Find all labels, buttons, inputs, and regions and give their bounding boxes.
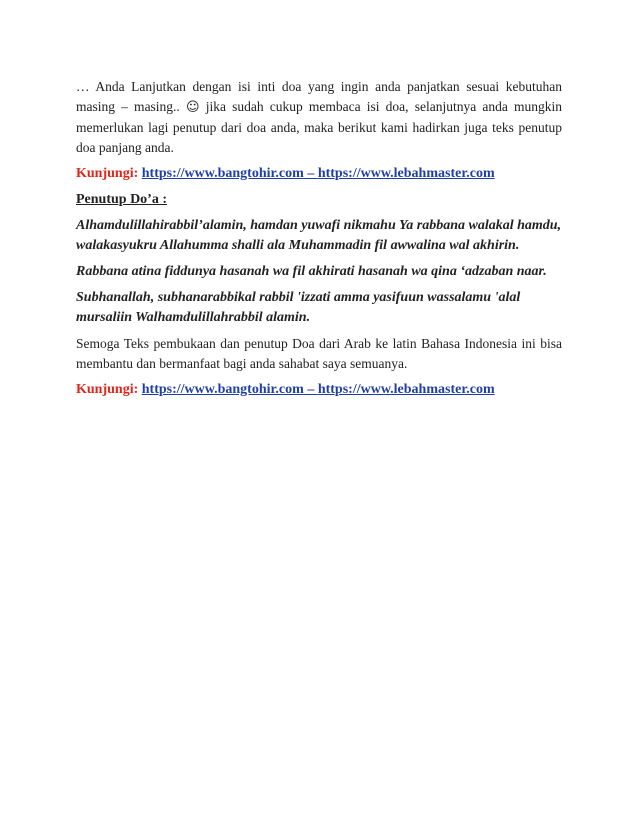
doa-paragraph: Subhanallah, subhanarabbikal rabbil 'izzati amma yasifuun wassalamu 'alal mursaliin Walhamdulillahrabbil alamin. xyxy=(76,290,521,325)
lebahmaster-link[interactable]: https://www.lebahmaster.com xyxy=(317,166,495,181)
lebahmaster-link[interactable]: https://www.lebahmaster.com xyxy=(317,382,495,397)
smiley-icon: ☺ xyxy=(185,100,200,115)
visit-links-bottom xyxy=(76,380,562,400)
closing-prayer-heading: Penutup Do’a : xyxy=(76,192,168,207)
link-separator: – xyxy=(303,166,318,181)
closing-paragraph: Semoga Teks pembukaan dan penutup Doa dari Arab ke latin Bahasa Indonesia ini bisa membantu dan bermanfaat bagi anda sahabat saya semuanya. xyxy=(76,336,562,371)
intro-text-part2: jika sudah cukup membaca isi doa, selanjutnya anda mungkin memerlukan lagi penutup dari doa anda, maka berikut kami hadirkan juga teks penutup doa panjang anda. xyxy=(76,99,562,155)
bangtohir-link[interactable]: https://www.bangtohir.com xyxy=(141,166,304,181)
intro-paragraph xyxy=(76,77,562,158)
document-body xyxy=(76,77,562,406)
visit-label: Kunjungi: xyxy=(76,382,139,397)
doa-paragraph: Rabbana atina fiddunya hasanah wa fil akhirati hasanah wa qina ‘adzaban naar. xyxy=(76,264,547,279)
link-separator: – xyxy=(303,382,318,397)
visit-label: Kunjungi: xyxy=(76,166,139,181)
intro-text-part1: … Anda Lanjutkan dengan isi inti doa yang ingin anda panjatkan sesuai kebutuhan masing – masing.. xyxy=(76,79,562,114)
visit-links-top xyxy=(76,164,562,184)
doa-paragraph: Alhamdulillahirabbil’alamin, hamdan yuwafi nikmahu Ya rabbana walakal hamdu, walakasyukru Allahumma shalli ala Muhammadin fil awwalina wal akhirin. xyxy=(76,218,562,253)
bangtohir-link[interactable]: https://www.bangtohir.com xyxy=(141,382,304,397)
